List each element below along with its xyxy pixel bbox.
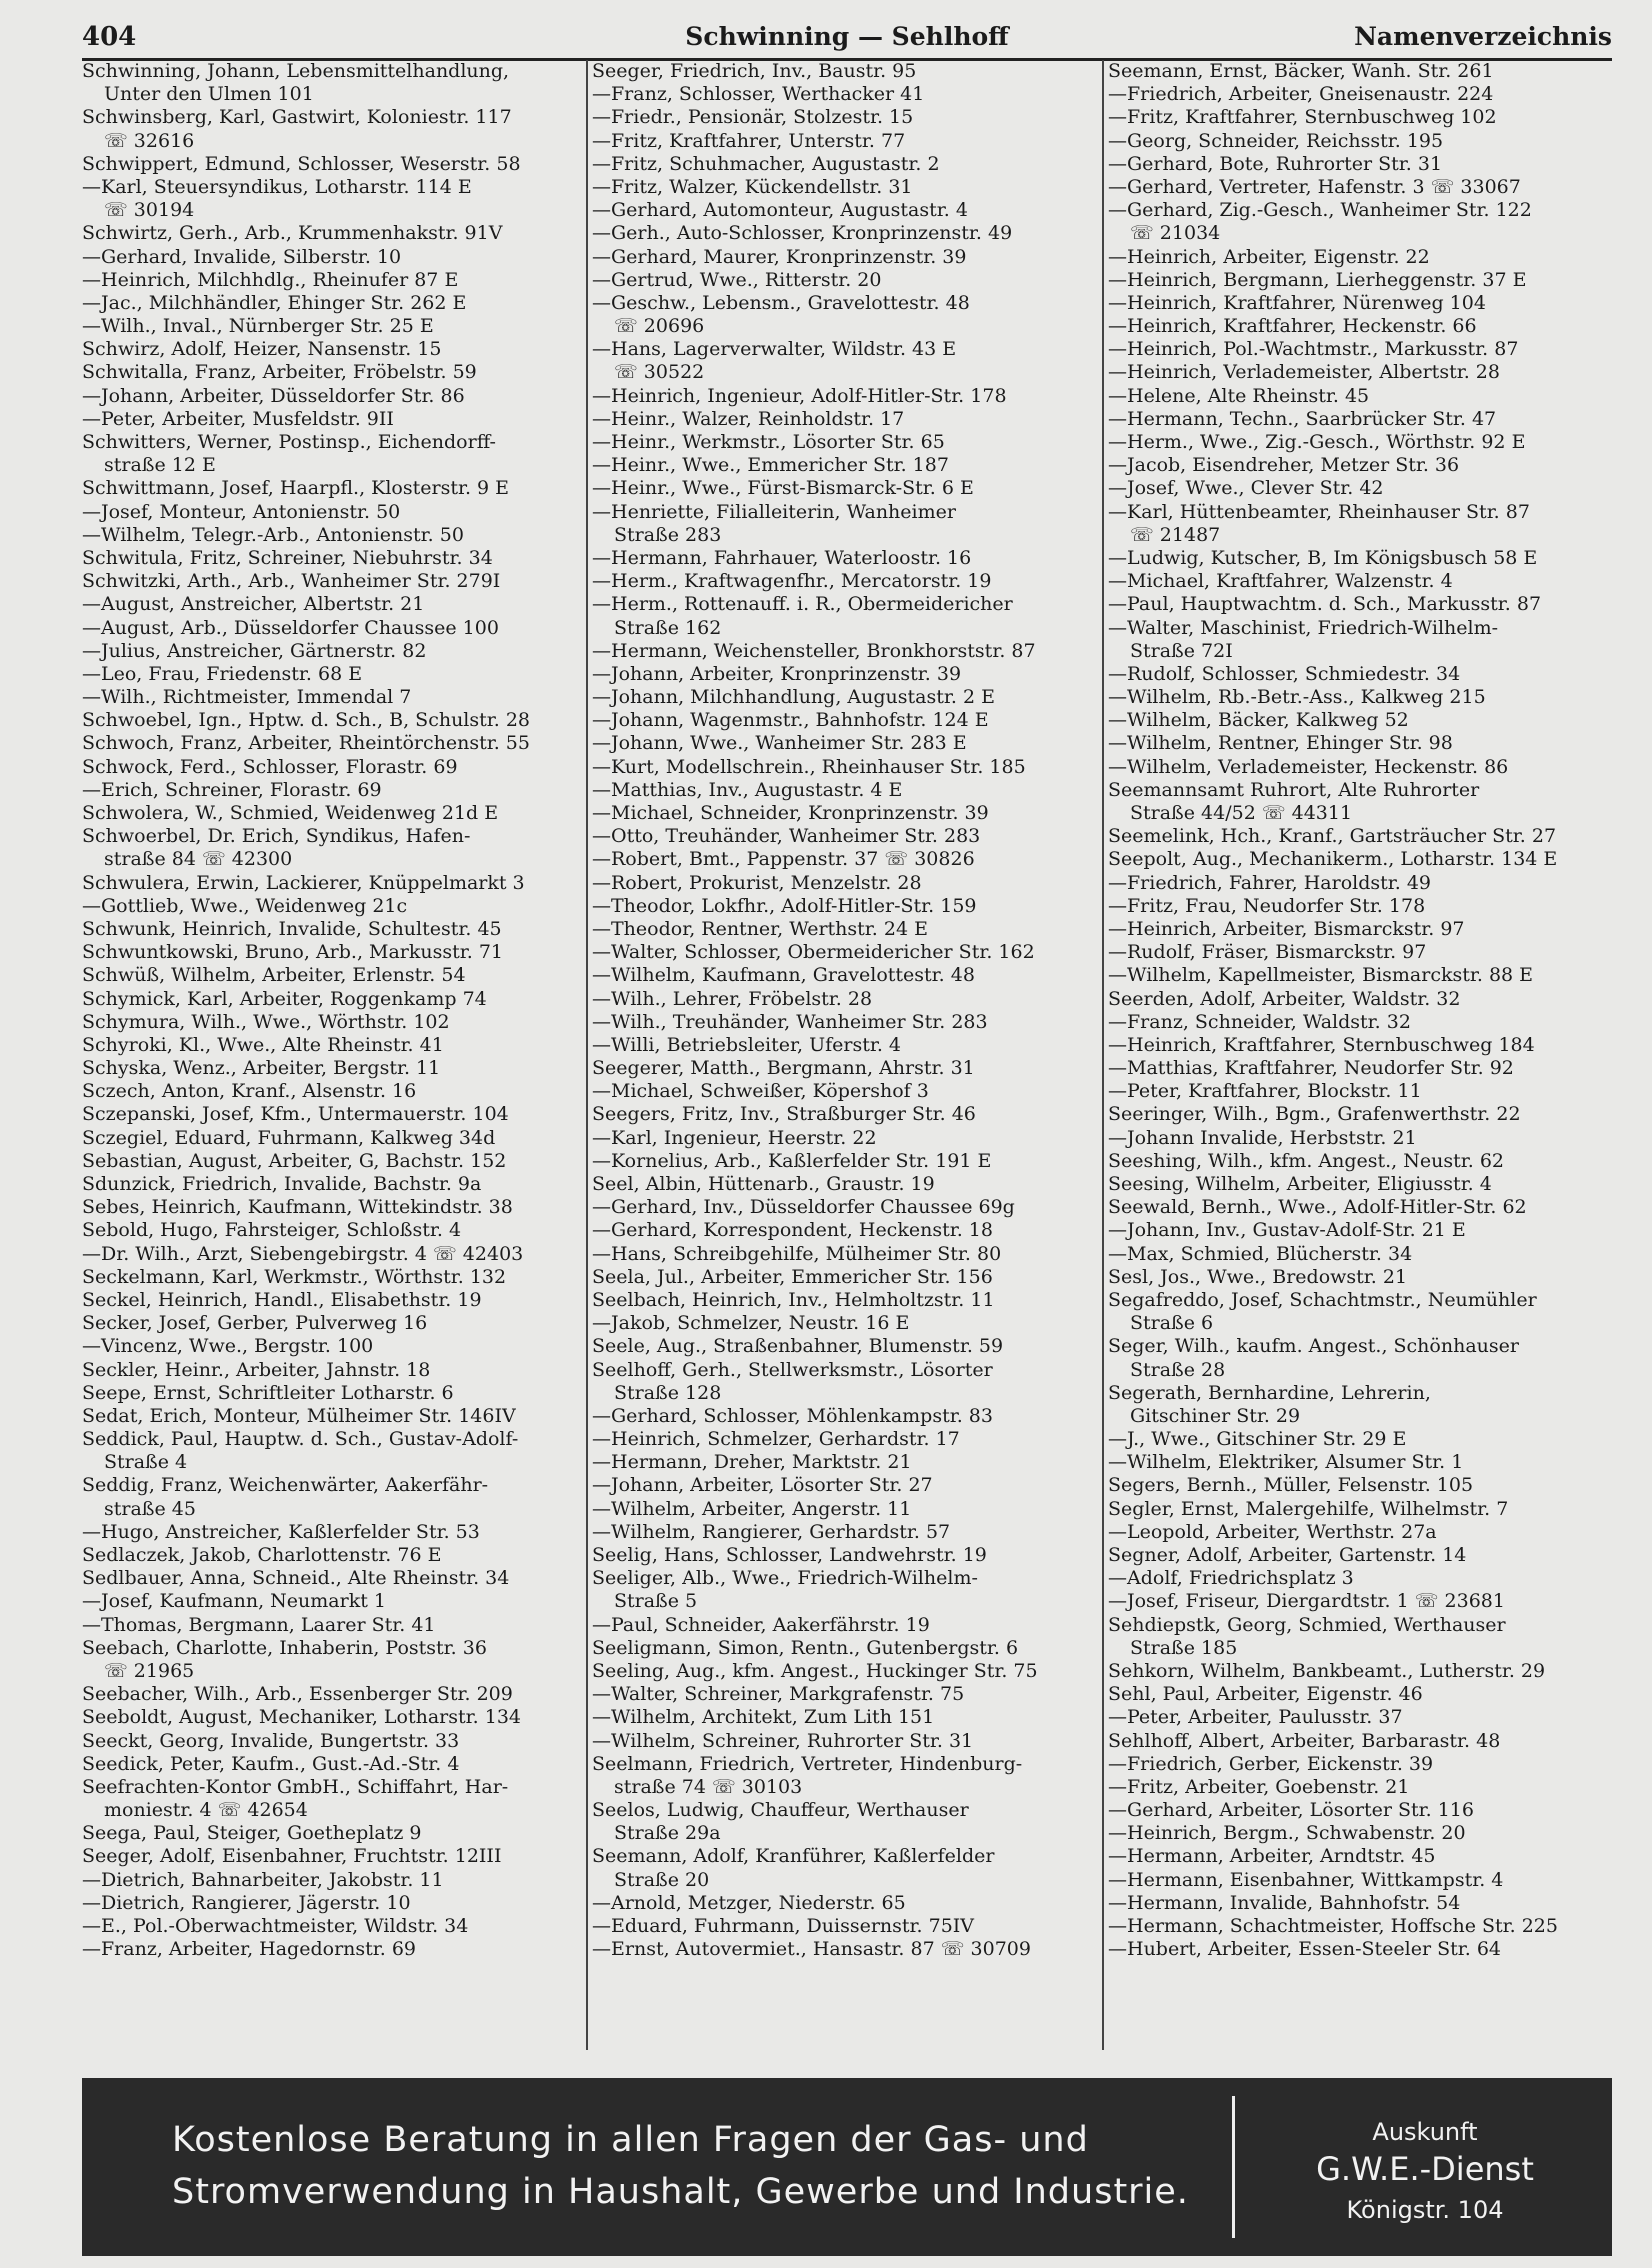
directory-entry-line: —Julius, Anstreicher, Gärtnerstr. 82 xyxy=(82,639,427,662)
directory-entry-line: Schwittmann, Josef, Haarpfl., Klosterstr. 9 E xyxy=(82,477,510,500)
directory-entry-line: Seegerer, Matth., Bergmann, Ahrstr. 31 xyxy=(592,1057,975,1080)
directory-entry-line: Seeshing, Wilh., kfm. Angest., Neustr. 62 xyxy=(1108,1149,1505,1172)
directory-entry-line: —Michael, Schneider, Kronprinzenstr. 39 xyxy=(592,802,989,824)
directory-entry-line: Seelmann, Friedrich, Vertreter, Hindenburg- xyxy=(592,1752,1023,1775)
directory-entry-line: —Heinrich, Bergm., Schwabenstr. 20 xyxy=(1108,1822,1466,1845)
directory-entry-line: moniestr. 4 ☏ 42654 xyxy=(104,1799,308,1822)
directory-entry-line: Seckler, Heinr., Arbeiter, Jahnstr. 18 xyxy=(82,1358,431,1381)
directory-entry-line: Schwitters, Werner, Postinsp., Eichendorff- xyxy=(82,431,496,453)
directory-entry-line: Seebacher, Wilh., Arb., Essenberger Str. 209 xyxy=(82,1683,513,1706)
directory-entry-line: Schwitzki, Arth., Arb., Wanheimer Str. 279I xyxy=(82,570,501,593)
directory-entry-line: Seepolt, Aug., Mechanikerm., Lotharstr. 134 E xyxy=(1108,848,1558,871)
directory-entry-line: Sehlhoff, Albert, Arbeiter, Barbarastr. 48 xyxy=(1108,1729,1501,1752)
directory-entry-line: Seemannsamt Ruhrort, Alte Ruhrorter xyxy=(1108,778,1480,801)
directory-entry-line: Schwirtz, Gerh., Arb., Krummenhakstr. 91V xyxy=(82,222,503,245)
directory-entry-line: —Heinrich, Verlademeister, Albertstr. 28 xyxy=(1108,361,1500,384)
directory-entry-line: Seeligmann, Simon, Rentn., Gutenbergstr. 6 xyxy=(592,1636,1019,1659)
directory-entry-line: —Hans, Schreibgehilfe, Mülheimer Str. 80 xyxy=(592,1242,1002,1265)
directory-entry-line: —Heinrich, Kraftfahrer, Nürenweg 104 xyxy=(1108,291,1486,314)
directory-entry-line: ☏ 32616 xyxy=(104,129,195,152)
directory-entry-line: —Adolf, Friedrichsplatz 3 xyxy=(1108,1567,1354,1590)
directory-entry-line: —Hermann, Techn., Saarbrücker Str. 47 xyxy=(1108,407,1497,430)
directory-entry-line: —Karl, Ingenieur, Heerstr. 22 xyxy=(592,1126,877,1149)
directory-entry-line: —Michael, Schweißer, Köpershof 3 xyxy=(592,1080,929,1103)
directory-entry-line: Seerden, Adolf, Arbeiter, Waldstr. 32 xyxy=(1108,987,1461,1010)
advertisement-banner xyxy=(82,2078,1612,2256)
directory-entry-line: —Geschw., Lebensm., Gravelottestr. 48 xyxy=(592,291,970,314)
column-divider xyxy=(1102,60,1104,2050)
directory-entry-line: Schymick, Karl, Arbeiter, Roggenkamp 74 xyxy=(82,987,487,1010)
directory-entry-line: —Gerhard, Zig.-Gesch., Wanheimer Str. 122 xyxy=(1108,199,1532,222)
directory-entry-line: Seeringer, Wilh., Bgm., Grafenwerthstr. 22 xyxy=(1108,1103,1521,1126)
directory-entry-line: Schwirz, Adolf, Heizer, Nansenstr. 15 xyxy=(82,338,442,361)
directory-entry-line: —August, Arb., Düsseldorfer Chaussee 100 xyxy=(82,616,499,639)
directory-entry-line: Straße 128 xyxy=(614,1381,722,1404)
directory-entry-line: Sczepanski, Josef, Kfm., Untermauerstr. 104 xyxy=(82,1103,509,1126)
directory-entry-line: —Karl, Steuersyndikus, Lotharstr. 114 E xyxy=(82,175,472,198)
directory-entry-line: —Johann, Wwe., Wanheimer Str. 283 E xyxy=(592,732,967,755)
directory-entry-line: —Gerhard, Invalide, Silberstr. 10 xyxy=(82,245,402,268)
directory-entry-line: Seckel, Heinrich, Handl., Elisabethstr. 19 xyxy=(82,1288,482,1311)
directory-entry-line: —Johann, Arbeiter, Lösorter Str. 27 xyxy=(592,1474,933,1497)
directory-entry-line: —Hermann, Weichensteller, Bronkhorststr. 87 xyxy=(592,639,1036,662)
directory-entry-line: —Hugo, Anstreicher, Kaßlerfelder Str. 53 xyxy=(82,1520,480,1543)
directory-entry-line: —Heinr., Wwe., Emmericher Str. 187 xyxy=(592,454,949,477)
directory-entry-line: —Hermann, Arbeiter, Arndtstr. 45 xyxy=(1108,1845,1436,1868)
directory-entry-line: Seebach, Charlotte, Inhaberin, Poststr. 36 xyxy=(82,1636,487,1659)
directory-entry-line: —Heinrich, Arbeiter, Eigenstr. 22 xyxy=(1108,245,1430,268)
page-number: 404 xyxy=(82,22,137,52)
directory-entry-line: —Gerhard, Automonteur, Augustastr. 4 xyxy=(592,199,968,222)
directory-entry-line: —Robert, Bmt., Pappenstr. 37 ☏ 30826 xyxy=(592,848,975,871)
directory-entry-line: —Robert, Prokurist, Menzelstr. 28 xyxy=(592,871,922,894)
directory-entry-line: Schwock, Ferd., Schlosser, Florastr. 69 xyxy=(82,755,458,778)
directory-entry-line: Seelhoff, Gerh., Stellwerksmstr., Lösorter xyxy=(592,1358,993,1381)
advertisement-text xyxy=(82,2078,1230,2256)
directory-entry-line: —Heinr., Wwe., Fürst-Bismarck-Str. 6 E xyxy=(592,477,974,500)
directory-entry-line: —Wilhelm, Telegr.-Arb., Antonienstr. 50 xyxy=(82,523,464,546)
directory-entry-line: —Heinrich, Arbeiter, Bismarckstr. 97 xyxy=(1108,917,1465,940)
directory-entry-line: —Vincenz, Wwe., Bergstr. 100 xyxy=(82,1335,374,1358)
directory-entry-line: —Wilh., Richtmeister, Immendal 7 xyxy=(82,686,412,709)
directory-entry-line: —Friedrich, Gerber, Eickenstr. 39 xyxy=(1108,1752,1434,1775)
directory-column-3 xyxy=(1108,60,1616,2055)
directory-entry-line: Seeckt, Georg, Invalide, Bungertstr. 33 xyxy=(82,1729,460,1752)
directory-entry-line: —Herm., Wwe., Zig.-Gesch., Wörthstr. 92 E xyxy=(1108,431,1526,453)
directory-entry-line: Straße 44/52 ☏ 44311 xyxy=(1130,802,1353,824)
directory-entry-line: Seega, Paul, Steiger, Goetheplatz 9 xyxy=(82,1822,422,1845)
directory-entry-line: —Heinr., Werkmstr., Lösorter Str. 65 xyxy=(592,431,945,453)
directory-entry-line: Seemelink, Hch., Kranf., Gartsträucher Str. 27 xyxy=(1108,825,1557,848)
directory-entry-line: —Herm., Rottenauff. i. R., Obermeidericher xyxy=(592,593,1013,616)
directory-entry-line: —Heinrich, Milchhdlg., Rheinufer 87 E xyxy=(82,268,459,291)
advertisement-line-1: Kostenlose Beratung in allen Fragen der Gas- und xyxy=(172,2120,1089,2160)
directory-entry-line: —Arnold, Metzger, Niederstr. 65 xyxy=(592,1891,906,1914)
directory-entry-line: —Wilhelm, Rentner, Ehinger Str. 98 xyxy=(1108,732,1453,755)
directory-entry-line: Schwinning, Johann, Lebensmittelhandlung, xyxy=(82,60,510,82)
directory-entry-line: Sehdiepstk, Georg, Schmied, Werthauser xyxy=(1108,1613,1506,1636)
directory-entry-line: —Heinrich, Kraftfahrer, Heckenstr. 66 xyxy=(1108,315,1477,338)
directory-entry-line: —Peter, Arbeiter, Paulusstr. 37 xyxy=(1108,1706,1403,1729)
directory-entry-line: —Josef, Wwe., Clever Str. 42 xyxy=(1108,477,1384,500)
directory-entry-line: —Ludwig, Kutscher, B, Im Königsbusch 58 E xyxy=(1108,546,1538,569)
directory-entry-line: Sedlbauer, Anna, Schneid., Alte Rheinstr. 34 xyxy=(82,1567,510,1590)
directory-entry-line: —Rudolf, Schlosser, Schmiedestr. 34 xyxy=(1108,662,1461,685)
directory-entry-line: —Paul, Schneider, Aakerfährstr. 19 xyxy=(592,1613,930,1636)
directory-entry-line: ☏ 21965 xyxy=(104,1659,195,1682)
contact-label: Auskunft xyxy=(1372,2118,1478,2146)
directory-entry-line: —Matthias, Inv., Augustastr. 4 E xyxy=(592,778,903,801)
directory-entry-line: Sehl, Paul, Arbeiter, Eigenstr. 46 xyxy=(1108,1683,1423,1706)
directory-entry-line: Sesl, Jos., Wwe., Bredowstr. 21 xyxy=(1108,1265,1408,1288)
directory-entry-line: —Willi, Betriebsleiter, Uferstr. 4 xyxy=(592,1033,902,1056)
directory-column-2 xyxy=(592,60,1100,2055)
directory-entry-line: Seemann, Ernst, Bäcker, Wanh. Str. 261 xyxy=(1108,60,1494,82)
directory-entry-line: —Paul, Hauptwachtm. d. Sch., Markusstr. 87 xyxy=(1108,593,1542,616)
directory-entry-line: ☏ 20696 xyxy=(614,315,705,338)
directory-entry-line: —Wilhelm, Schreiner, Ruhrorter Str. 31 xyxy=(592,1729,974,1752)
directory-entry-line: straße 12 E xyxy=(104,454,216,477)
banner-divider xyxy=(1232,2096,1235,2238)
directory-entry-line: —Hermann, Dreher, Marktstr. 21 xyxy=(592,1451,912,1474)
directory-entry-line: Gitschiner Str. 29 xyxy=(1130,1404,1301,1427)
directory-entry-line: Seeboldt, August, Mechaniker, Lotharstr. 134 xyxy=(82,1706,521,1729)
directory-entry-line: —Hermann, Schachtmeister, Hoffsche Str. 225 xyxy=(1108,1915,1558,1937)
directory-entry-line: —Wilhelm, Architekt, Zum Lith 151 xyxy=(592,1706,935,1729)
directory-entry-line: Schwunk, Heinrich, Invalide, Schultestr. 45 xyxy=(82,917,502,940)
directory-entry-line: —Fritz, Kraftfahrer, Unterstr. 77 xyxy=(592,129,906,152)
directory-entry-line: —Wilhelm, Arbeiter, Angerstr. 11 xyxy=(592,1497,912,1520)
directory-entry-line: Straße 72I xyxy=(1130,639,1233,662)
column-divider xyxy=(586,60,588,2050)
contact-service: G.W.E.-Dienst xyxy=(1316,2150,1534,2188)
directory-entry-line: —Dietrich, Bahnarbeiter, Jakobstr. 11 xyxy=(82,1868,444,1891)
directory-entry-line: Schyroki, Kl., Wwe., Alte Rheinstr. 41 xyxy=(82,1033,444,1056)
directory-entry-line: Straße 4 xyxy=(104,1451,188,1474)
directory-entry-line: —Michael, Kraftfahrer, Walzenstr. 4 xyxy=(1108,570,1453,593)
directory-entry-line: —Hans, Lagerverwalter, Wildstr. 43 E xyxy=(592,338,957,361)
directory-entry-line: —Wilhelm, Kaufmann, Gravelottestr. 48 xyxy=(592,964,975,987)
directory-entry-line: —Franz, Arbeiter, Hagedornstr. 69 xyxy=(82,1938,417,1961)
directory-entry-line: Unter den Ulmen 101 xyxy=(104,83,314,106)
directory-entry-line: Seckelmann, Karl, Werkmstr., Wörthstr. 132 xyxy=(82,1265,507,1288)
directory-entry-line: —Gerhard, Bote, Ruhrorter Str. 31 xyxy=(1108,152,1443,175)
directory-entry-line: Seedick, Peter, Kaufm., Gust.-Ad.-Str. 4 xyxy=(82,1752,460,1775)
directory-entry-line: Seddig, Franz, Weichenwärter, Aakerfähr- xyxy=(82,1474,489,1497)
directory-entry-line: —Dietrich, Rangierer, Jägerstr. 10 xyxy=(82,1891,411,1914)
directory-entry-line: Seddick, Paul, Hauptw. d. Sch., Gustav-Adolf- xyxy=(82,1428,519,1451)
directory-entry-line: Sebastian, August, Arbeiter, G, Bachstr. 152 xyxy=(82,1149,507,1172)
directory-entry-line: —Herm., Kraftwagenfhr., Mercatorstr. 19 xyxy=(592,570,992,593)
directory-entry-line: —Josef, Friseur, Diergardtstr. 1 ☏ 23681 xyxy=(1108,1590,1505,1613)
directory-entry-line: —Gerhard, Vertreter, Hafenstr. 3 ☏ 33067 xyxy=(1108,175,1521,198)
directory-entry-line: —Gerh., Auto-Schlosser, Kronprinzenstr. 49 xyxy=(592,222,1013,245)
directory-entry-line: Schwolera, W., Schmied, Weidenweg 21d E xyxy=(82,802,499,824)
directory-entry-line: —Heinrich, Schmelzer, Gerhardstr. 17 xyxy=(592,1428,960,1451)
directory-entry-line: —Hubert, Arbeiter, Essen-Steeler Str. 64 xyxy=(1108,1938,1502,1961)
directory-entry-line: Schwippert, Edmund, Schlosser, Weserstr. 58 xyxy=(82,152,521,175)
directory-entry-line: Seeger, Adolf, Eisenbahner, Fruchtstr. 12III xyxy=(82,1845,502,1868)
directory-entry-line: —Matthias, Kraftfahrer, Neudorfer Str. 92 xyxy=(1108,1057,1514,1080)
directory-entry-line: —Jakob, Schmelzer, Neustr. 16 E xyxy=(592,1312,910,1335)
directory-entry-line: —Walter, Schlosser, Obermeidericher Str. 162 xyxy=(592,941,1035,964)
directory-entry-line: —Max, Schmied, Blücherstr. 34 xyxy=(1108,1242,1413,1265)
directory-entry-line: —Fritz, Arbeiter, Goebenstr. 21 xyxy=(1108,1775,1410,1798)
directory-entry-line: Schwitula, Fritz, Schreiner, Niebuhrstr. 34 xyxy=(82,546,493,569)
directory-entry-line: —Dr. Wilh., Arzt, Siebengebirgstr. 4 ☏ 42403 xyxy=(82,1242,524,1265)
directory-entry-line: —Eduard, Fuhrmann, Duissernstr. 75IV xyxy=(592,1915,975,1937)
directory-entry-line: —Helene, Alte Rheinstr. 45 xyxy=(1108,384,1370,407)
directory-entry-line: —Heinrich, Ingenieur, Adolf-Hitler-Str. 178 xyxy=(592,384,1007,407)
directory-entry-line: —Heinrich, Pol.-Wachtmstr., Markusstr. 87 xyxy=(1108,338,1519,361)
directory-entry-line: Seeling, Aug., kfm. Angest., Huckinger Str. 75 xyxy=(592,1659,1038,1682)
directory-entry-line: straße 45 xyxy=(104,1497,196,1520)
directory-entry-line: —Theodor, Rentner, Werthstr. 24 E xyxy=(592,917,928,940)
advertisement-line-2: Stromverwendung in Haushalt, Gewerbe und Industrie. xyxy=(172,2172,1189,2212)
directory-entry-line: —Otto, Treuhänder, Wanheimer Str. 283 xyxy=(592,825,981,848)
directory-entry-line: —Wilh., Lehrer, Fröbelstr. 28 xyxy=(592,987,873,1010)
directory-entry-line: Sczegiel, Eduard, Fuhrmann, Kalkweg 34d xyxy=(82,1126,496,1149)
directory-entry-line: Seeliger, Alb., Wwe., Friedrich-Wilhelm- xyxy=(592,1567,978,1590)
directory-entry-line: —Gerhard, Inv., Düsseldorfer Chaussee 69g xyxy=(592,1196,1015,1219)
directory-entry-line: —Peter, Arbeiter, Musfeldstr. 9II xyxy=(82,407,394,430)
directory-entry-line: Seel, Albin, Hüttenarb., Graustr. 19 xyxy=(592,1173,935,1195)
directory-entry-line: Schwüß, Wilhelm, Arbeiter, Erlenstr. 54 xyxy=(82,964,466,987)
directory-entry-line: ☏ 30522 xyxy=(614,361,705,384)
section-title: Namenverzeichnis xyxy=(1354,22,1612,51)
directory-entry-line: —Franz, Schlosser, Werthacker 41 xyxy=(592,83,925,106)
directory-entry-line: —Hermann, Invalide, Bahnhofstr. 54 xyxy=(1108,1891,1461,1914)
directory-entry-line: Segers, Bernh., Müller, Felsenstr. 105 xyxy=(1108,1474,1474,1497)
directory-entry-line: —Georg, Schneider, Reichsstr. 195 xyxy=(1108,129,1444,152)
directory-entry-line: Seela, Jul., Arbeiter, Emmericher Str. 156 xyxy=(592,1265,993,1288)
directory-entry-line: Seelig, Hans, Schlosser, Landwehrstr. 19 xyxy=(592,1544,987,1566)
directory-entry-line: Secker, Josef, Gerber, Pulverweg 16 xyxy=(82,1312,428,1335)
directory-entry-line: —Theodor, Lokfhr., Adolf-Hitler-Str. 159 xyxy=(592,894,977,917)
directory-entry-line: Straße 28 xyxy=(1130,1358,1226,1381)
directory-entry-line: Seelbach, Heinrich, Inv., Helmholtzstr. 11 xyxy=(592,1288,995,1311)
directory-entry-line: —Franz, Schneider, Waldstr. 32 xyxy=(1108,1010,1411,1033)
directory-entry-line: —Johann, Arbeiter, Düsseldorfer Str. 86 xyxy=(82,384,465,407)
page-header xyxy=(82,18,1612,61)
directory-entry-line: Schwuntkowski, Bruno, Arb., Markusstr. 71 xyxy=(82,941,504,964)
directory-entry-line: —Leo, Frau, Friedenstr. 68 E xyxy=(82,662,363,685)
directory-entry-line: —Josef, Monteur, Antonienstr. 50 xyxy=(82,500,401,523)
directory-entry-line: —Hermann, Fahrhauer, Waterloostr. 16 xyxy=(592,546,972,569)
directory-entry-line: —Friedr., Pensionär, Stolzestr. 15 xyxy=(592,106,914,129)
directory-entry-line: —E., Pol.-Oberwachtmeister, Wildstr. 34 xyxy=(82,1915,469,1937)
directory-entry-line: —Heinrich, Bergmann, Lierheggenstr. 37 E xyxy=(1108,268,1527,291)
directory-entry-line: ☏ 21034 xyxy=(1130,222,1221,245)
directory-entry-line: Straße 162 xyxy=(614,616,722,639)
directory-entry-line: Schwulera, Erwin, Lackierer, Knüppelmarkt 3 xyxy=(82,871,525,894)
directory-entry-line: —Johann, Inv., Gustav-Adolf-Str. 21 E xyxy=(1108,1219,1466,1242)
directory-entry-line: —Kurt, Modellschrein., Rheinhauser Str. 185 xyxy=(592,755,1026,778)
directory-entry-line: —Johann, Milchhandlung, Augustastr. 2 E xyxy=(592,686,995,709)
directory-entry-line: straße 74 ☏ 30103 xyxy=(614,1775,803,1798)
directory-entry-line: —Gerhard, Arbeiter, Lösorter Str. 116 xyxy=(1108,1799,1474,1822)
directory-entry-line: —Fritz, Kraftfahrer, Sternbuschweg 102 xyxy=(1108,106,1497,129)
directory-entry-line: Schyska, Wenz., Arbeiter, Bergstr. 11 xyxy=(82,1057,441,1080)
directory-entry-line: Seewald, Bernh., Wwe., Adolf-Hitler-Str. 62 xyxy=(1108,1196,1527,1219)
directory-entry-line: Segner, Adolf, Arbeiter, Gartenstr. 14 xyxy=(1108,1544,1467,1566)
directory-entry-line: Seefrachten-Kontor GmbH., Schiffahrt, Har- xyxy=(82,1775,509,1798)
directory-entry-line: Schwoerbel, Dr. Erich, Syndikus, Hafen- xyxy=(82,825,471,848)
directory-entry-line: Sebes, Heinrich, Kaufmann, Wittekindstr. 38 xyxy=(82,1196,513,1219)
directory-entry-line: Sdunzick, Friedrich, Invalide, Bachstr. 9a xyxy=(82,1173,482,1195)
directory-entry-line: Straße 5 xyxy=(614,1590,698,1613)
directory-entry-line: —Henriette, Filialleiterin, Wanheimer xyxy=(592,500,956,523)
directory-entry-line: —Thomas, Bergmann, Laarer Str. 41 xyxy=(82,1613,436,1636)
page-title: Schwinning — Sehlhoff xyxy=(685,22,1009,51)
directory-entry-line: —Johann Invalide, Herbststr. 21 xyxy=(1108,1126,1417,1149)
directory-entry-line: —Wilhelm, Rangierer, Gerhardstr. 57 xyxy=(592,1520,951,1543)
directory-entry-line: Schwoebel, Ign., Hptw. d. Sch., B, Schulstr. 28 xyxy=(82,709,531,732)
directory-entry-line: —Walter, Schreiner, Markgrafenstr. 75 xyxy=(592,1683,965,1706)
directory-entry-line: Sczech, Anton, Kranf., Alsenstr. 16 xyxy=(82,1080,417,1103)
directory-entry-line: Seesing, Wilhelm, Arbeiter, Eligiusstr. 4 xyxy=(1108,1173,1492,1195)
directory-entry-line: —Gerhard, Schlosser, Möhlenkampstr. 83 xyxy=(592,1404,993,1427)
directory-entry-line: —Ernst, Autovermiet., Hansastr. 87 ☏ 30709 xyxy=(592,1938,1031,1961)
directory-entry-line: —Heinr., Walzer, Reinholdstr. 17 xyxy=(592,407,905,430)
directory-entry-line: —Fritz, Walzer, Kückendellstr. 31 xyxy=(592,175,913,198)
directory-entry-line: —Wilhelm, Verlademeister, Heckenstr. 86 xyxy=(1108,755,1509,778)
directory-entry-line: —Kornelius, Arb., Kaßlerfelder Str. 191 E xyxy=(592,1149,992,1172)
directory-entry-line: Straße 29a xyxy=(614,1822,721,1845)
directory-entry-line: Segerath, Bernhardine, Lehrerin, xyxy=(1108,1381,1431,1404)
directory-entry-line: Segler, Ernst, Malergehilfe, Wilhelmstr. 7 xyxy=(1108,1497,1509,1520)
directory-entry-line: Sebold, Hugo, Fahrsteiger, Schloßstr. 4 xyxy=(82,1219,462,1242)
directory-entry-line: Segafreddo, Josef, Schachtmstr., Neumühler xyxy=(1108,1288,1537,1311)
directory-entry-line: Sehkorn, Wilhelm, Bankbeamt., Lutherstr. 29 xyxy=(1108,1659,1546,1682)
directory-entry-line: —Walter, Maschinist, Friedrich-Wilhelm- xyxy=(1108,616,1499,639)
directory-entry-line: —Heinrich, Kraftfahrer, Sternbuschweg 184 xyxy=(1108,1033,1535,1056)
directory-entry-line: Schwitalla, Franz, Arbeiter, Fröbelstr. 59 xyxy=(82,361,477,384)
directory-entry-line: Schymura, Wilh., Wwe., Wörthstr. 102 xyxy=(82,1010,450,1033)
directory-entry-line: Straße 185 xyxy=(1130,1636,1238,1659)
directory-entry-line: Schwoch, Franz, Arbeiter, Rheintörchenstr. 55 xyxy=(82,732,530,755)
directory-entry-line: Seger, Wilh., kaufm. Angest., Schönhauser xyxy=(1108,1335,1519,1358)
directory-column-1 xyxy=(82,60,582,2055)
directory-entry-line: —Wilh., Inval., Nürnberger Str. 25 E xyxy=(82,315,434,338)
directory-entry-line: Seeger, Friedrich, Inv., Baustr. 95 xyxy=(592,60,917,82)
directory-entry-line: —Wilhelm, Kapellmeister, Bismarckstr. 88 E xyxy=(1108,964,1534,987)
directory-entry-line: Sedlaczek, Jakob, Charlottenstr. 76 E xyxy=(82,1544,442,1566)
directory-entry-line: Seegers, Fritz, Inv., Straßburger Str. 46 xyxy=(592,1103,976,1126)
directory-entry-line: Seepe, Ernst, Schriftleiter Lotharstr. 6 xyxy=(82,1381,454,1404)
directory-entry-line: —Hermann, Eisenbahner, Wittkampstr. 4 xyxy=(1108,1868,1504,1891)
directory-entry-line: Seelos, Ludwig, Chauffeur, Werthauser xyxy=(592,1799,969,1822)
directory-entry-line: Straße 6 xyxy=(1130,1312,1214,1335)
directory-entry-line: —Wilhelm, Elektriker, Alsumer Str. 1 xyxy=(1108,1451,1464,1474)
directory-entry-line: —Leopold, Arbeiter, Werthstr. 27a xyxy=(1108,1520,1437,1543)
directory-entry-line: —Johann, Wagenmstr., Bahnhofstr. 124 E xyxy=(592,709,989,732)
directory-entry-line: Schwinsberg, Karl, Gastwirt, Koloniestr. 117 xyxy=(82,106,512,129)
directory-entry-line: —Fritz, Frau, Neudorfer Str. 178 xyxy=(1108,894,1426,917)
directory-entry-line: —Wilh., Treuhänder, Wanheimer Str. 283 xyxy=(592,1010,988,1033)
directory-entry-line: —August, Anstreicher, Albertstr. 21 xyxy=(82,593,425,616)
directory-entry-line: —Jacob, Eisendreher, Metzer Str. 36 xyxy=(1108,454,1460,477)
directory-entry-line: Seele, Aug., Straßenbahner, Blumenstr. 59 xyxy=(592,1335,1004,1358)
directory-entry-line: straße 84 ☏ 42300 xyxy=(104,848,293,871)
directory-entry-line: —J., Wwe., Gitschiner Str. 29 E xyxy=(1108,1428,1407,1451)
directory-entry-line: —Rudolf, Fräser, Bismarckstr. 97 xyxy=(1108,941,1427,964)
directory-entry-line: Straße 283 xyxy=(614,523,722,546)
directory-entry-line: Straße 20 xyxy=(614,1868,710,1891)
directory-entry-line: —Johann, Arbeiter, Kronprinzenstr. 39 xyxy=(592,662,962,685)
directory-entry-line: —Wilhelm, Bäcker, Kalkweg 52 xyxy=(1108,709,1409,732)
directory-entry-line: —Friedrich, Arbeiter, Gneisenaustr. 224 xyxy=(1108,83,1494,106)
directory-entry-line: —Gertrud, Wwe., Ritterstr. 20 xyxy=(592,268,882,291)
directory-entry-line: —Peter, Kraftfahrer, Blockstr. 11 xyxy=(1108,1080,1422,1103)
directory-entry-line: ☏ 30194 xyxy=(104,199,195,222)
directory-entry-line: —Karl, Hüttenbeamter, Rheinhauser Str. 87 xyxy=(1108,500,1530,523)
directory-entry-line: —Gerhard, Korrespondent, Heckenstr. 18 xyxy=(592,1219,993,1242)
directory-entry-line: ☏ 21487 xyxy=(1130,523,1221,546)
directory-entry-line: —Fritz, Schuhmacher, Augustastr. 2 xyxy=(592,152,940,175)
directory-entry-line: —Josef, Kaufmann, Neumarkt 1 xyxy=(82,1590,386,1613)
directory-entry-line: —Friedrich, Fahrer, Haroldstr. 49 xyxy=(1108,871,1432,894)
directory-entry-line: —Wilhelm, Rb.-Betr.-Ass., Kalkweg 215 xyxy=(1108,686,1486,709)
directory-entry-line: —Jac., Milchhändler, Ehinger Str. 262 E xyxy=(82,291,467,314)
directory-entry-line: —Erich, Schreiner, Florastr. 69 xyxy=(82,778,382,801)
directory-entry-line: —Gottlieb, Wwe., Weidenweg 21c xyxy=(82,894,408,917)
directory-entry-line: Sedat, Erich, Monteur, Mülheimer Str. 146IV xyxy=(82,1404,516,1427)
advertisement-contact xyxy=(1238,2078,1612,2256)
contact-address: Königstr. 104 xyxy=(1346,2196,1504,2224)
directory-entry-line: —Gerhard, Maurer, Kronprinzenstr. 39 xyxy=(592,245,967,268)
directory-entry-line: Seemann, Adolf, Kranführer, Kaßlerfelder xyxy=(592,1845,995,1868)
